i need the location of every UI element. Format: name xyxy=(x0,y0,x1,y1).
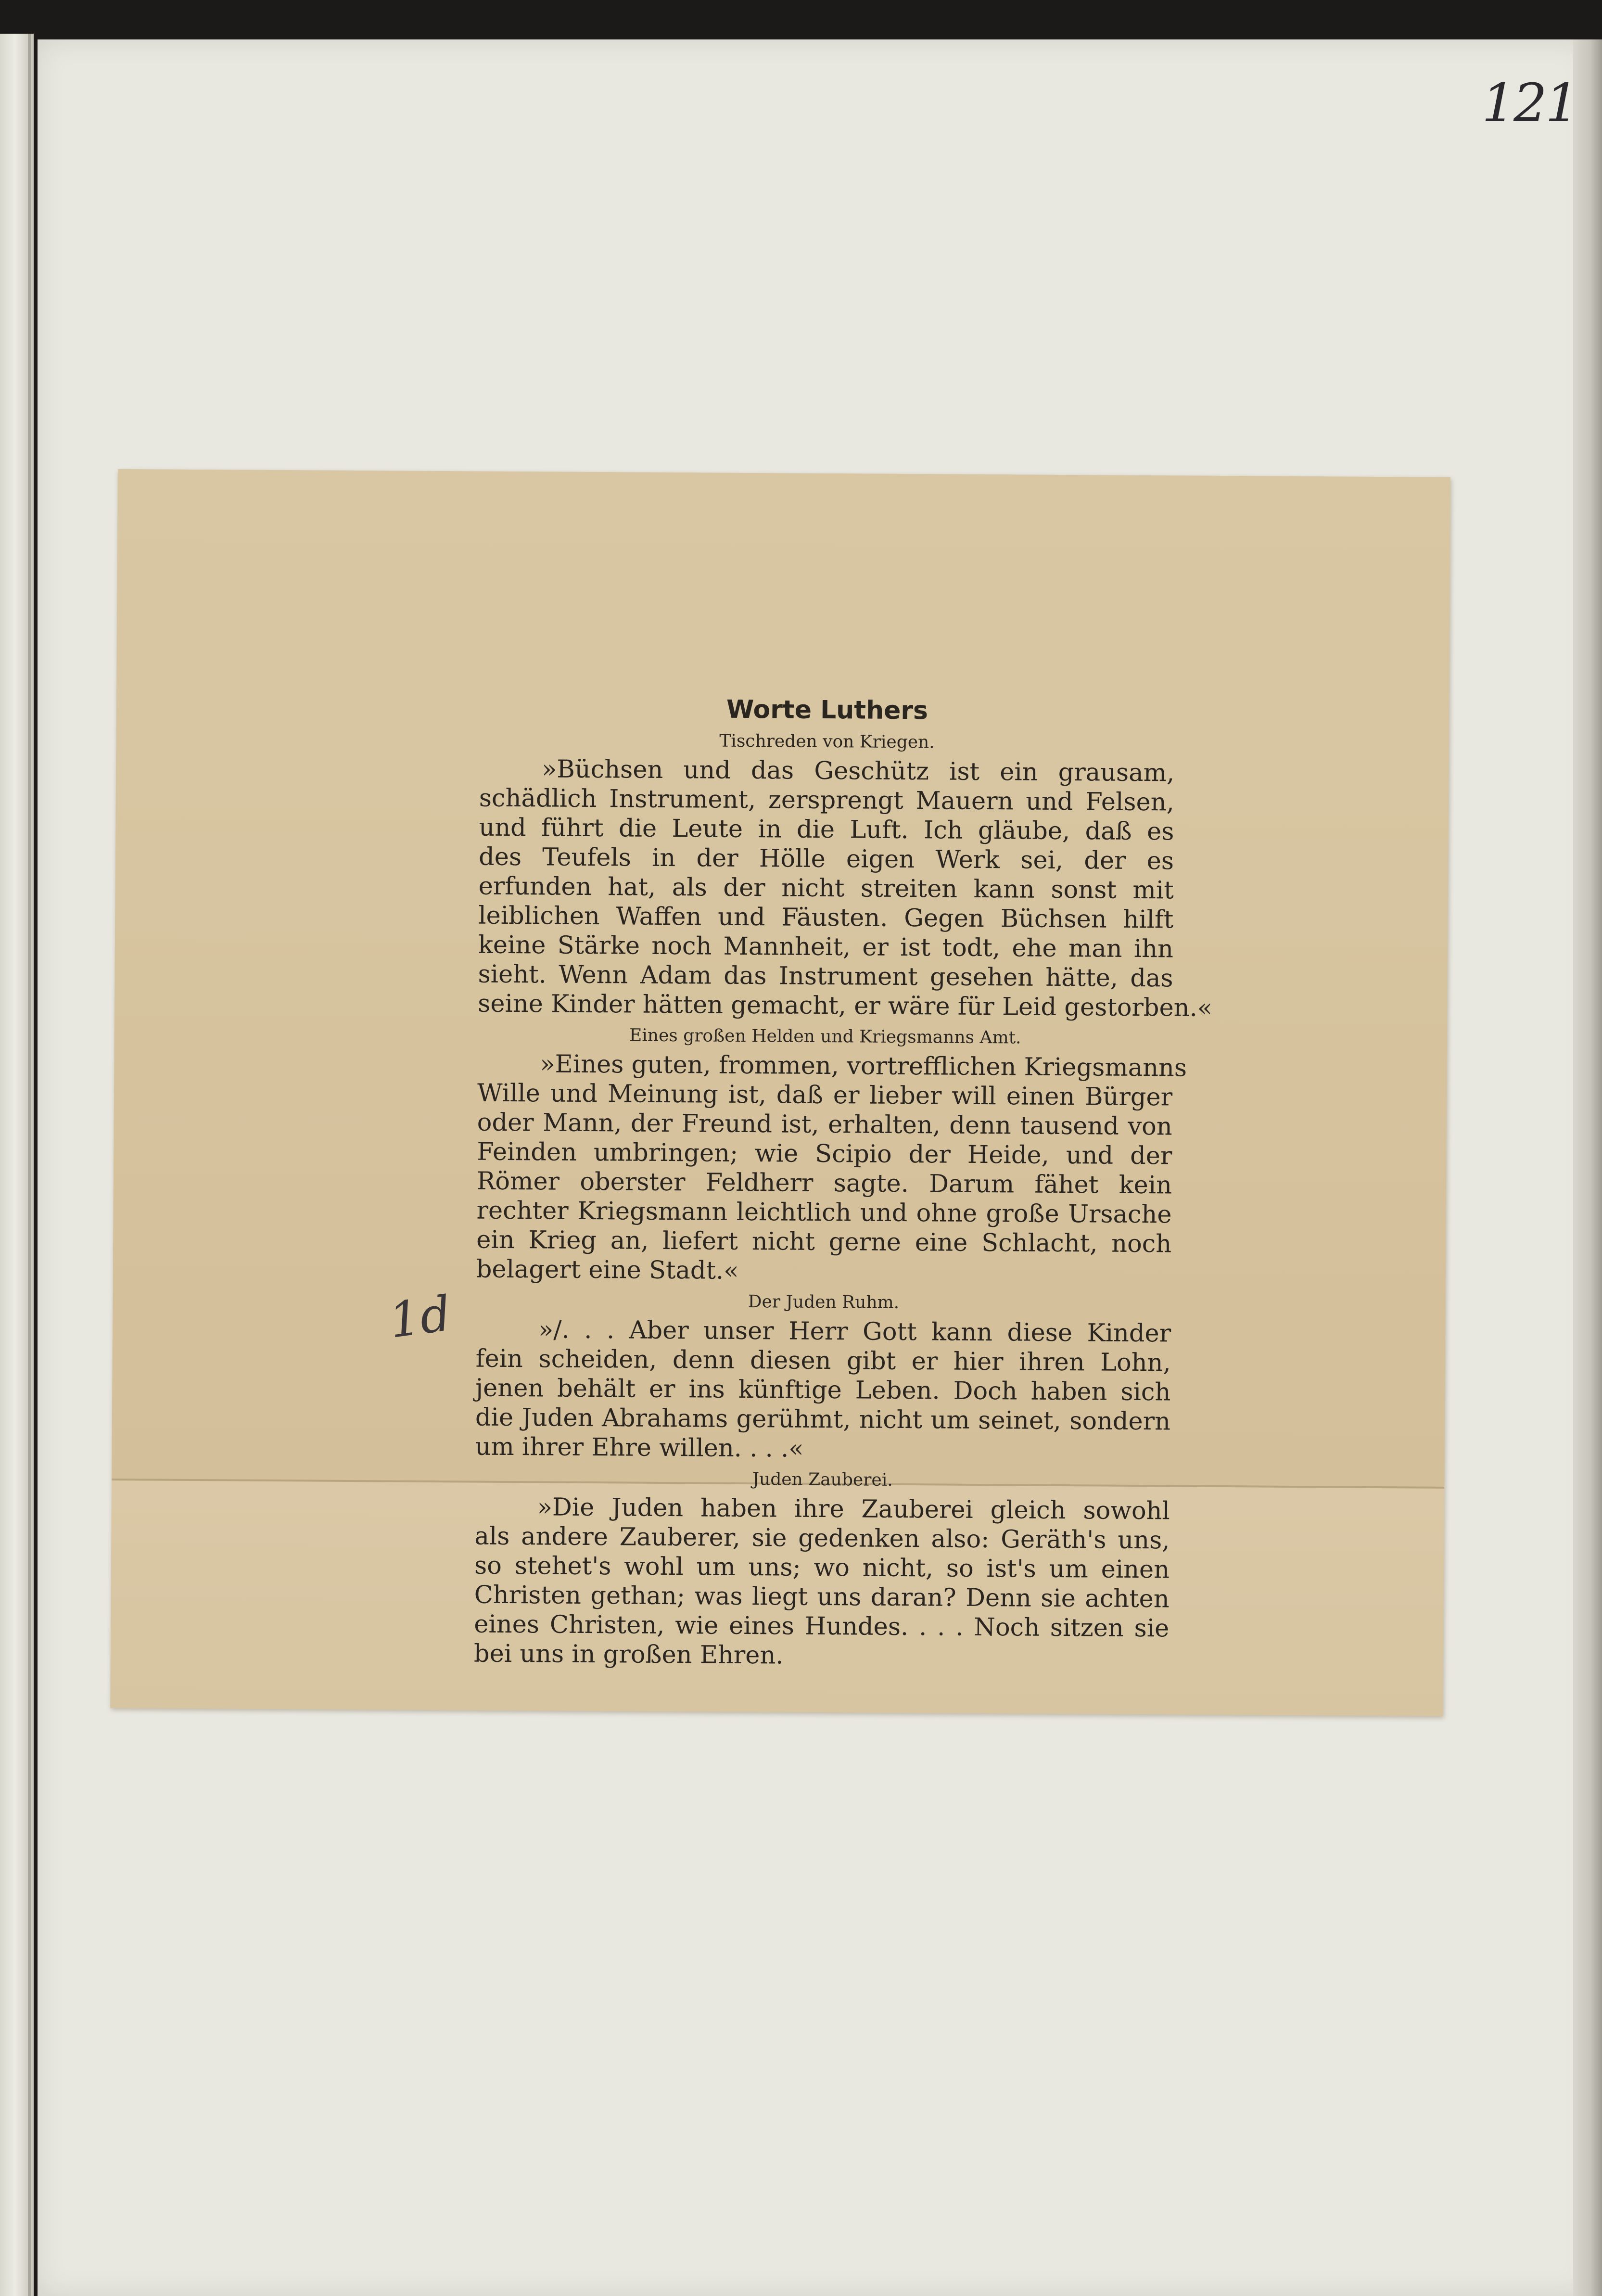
section-heading: Juden Zauberei. xyxy=(752,1469,893,1490)
text-line: als andere Zauberer, sie gedenken also: Geräth's uns, xyxy=(474,1522,1170,1555)
page-number: 121 xyxy=(1482,72,1577,134)
text-line: um ihrer Ehre willen. . . .« xyxy=(475,1432,804,1463)
page-edge xyxy=(1573,39,1602,2296)
text-line: die Juden Abrahams gerühmt, nicht um seinet, sondern xyxy=(475,1403,1171,1436)
text-line: des Teufels in der Hölle eigen Werk sei, der es xyxy=(478,842,1174,876)
text-line: ein Krieg an, liefert nicht gerne eine Schlacht, noch xyxy=(476,1225,1172,1259)
section-heading: Tischreden von Kriegen. xyxy=(719,731,935,753)
text-line: rechter Kriegsmann leichtlich und ohne große Ursache xyxy=(476,1196,1172,1229)
text-line: fein scheiden, denn diesen gibt er hier ihren Lohn, xyxy=(475,1344,1171,1378)
section-heading: Der Juden Ruhm. xyxy=(748,1292,900,1313)
article xyxy=(473,693,1213,1675)
text-line: erfunden hat, als der nicht streiten kann sonst mit xyxy=(478,872,1174,905)
text-line: belagert eine Stadt.« xyxy=(476,1255,739,1285)
section-heading: Eines großen Helden und Kriegsmanns Amt. xyxy=(629,1025,1021,1048)
text-line: jenen behält er ins künftige Leben. Doch haben sich xyxy=(475,1374,1171,1407)
binding-crease xyxy=(28,34,31,2296)
text-line: sieht. Wenn Adam das Instrument gesehen hätte, das xyxy=(478,960,1173,993)
text-line: seine Kinder hätten gemacht, er wäre für Leid gestorben.« xyxy=(478,989,1213,1022)
text-line: »/. . . Aber unser Herr Gott kann diese Kinder xyxy=(538,1315,1171,1348)
text-line: »Eines guten, frommen, vortrefflichen Kriegsmanns xyxy=(540,1050,1187,1083)
text-line: Wille und Meinung ist, daß er lieber will einen Bürger xyxy=(477,1079,1173,1112)
text-line: Feinden umbringen; wie Scipio der Heide, und der xyxy=(477,1137,1172,1171)
text-line: leiblichen Waffen und Fäusten. Gegen Büchsen hilft xyxy=(478,901,1174,934)
text-line: bei uns in großen Ehren. xyxy=(473,1639,784,1670)
text-line: oder Mann, der Freund ist, erhalten, denn tausend von xyxy=(477,1108,1172,1141)
text-line: eines Christen, wie eines Hundes. . . . Noch sitzen sie xyxy=(474,1610,1170,1643)
article-title: Worte Luthers xyxy=(726,695,928,726)
text-line: Christen gethan; was liegt uns daran? Denn sie achten xyxy=(474,1581,1170,1614)
text-line: »Büchsen und das Geschütz ist ein grausam, xyxy=(542,755,1175,788)
text-line: keine Stärke noch Mannheit, er ist todt, ehe man ihn xyxy=(478,931,1174,964)
paragraph xyxy=(475,1315,1171,1466)
text-line: und führt die Leute in die Luft. Ich gläube, daß es xyxy=(479,813,1174,846)
handwritten-margin-note: 1d xyxy=(386,1285,455,1349)
paragraph xyxy=(474,1492,1170,1673)
paragraph xyxy=(478,754,1213,1023)
text-line: Römer oberster Feldherr sagte. Darum fähet kein xyxy=(476,1167,1172,1200)
text-line: »Die Juden haben ihre Zauberei gleich sowohl xyxy=(537,1493,1170,1526)
newspaper-clipping xyxy=(110,469,1450,1716)
text-line: schädlich Instrument, zersprengt Mauern und Felsen, xyxy=(479,784,1174,817)
paragraph xyxy=(476,1049,1187,1288)
text-line: so stehet's wohl um uns; wo nicht, so ist's um einen xyxy=(474,1551,1170,1584)
